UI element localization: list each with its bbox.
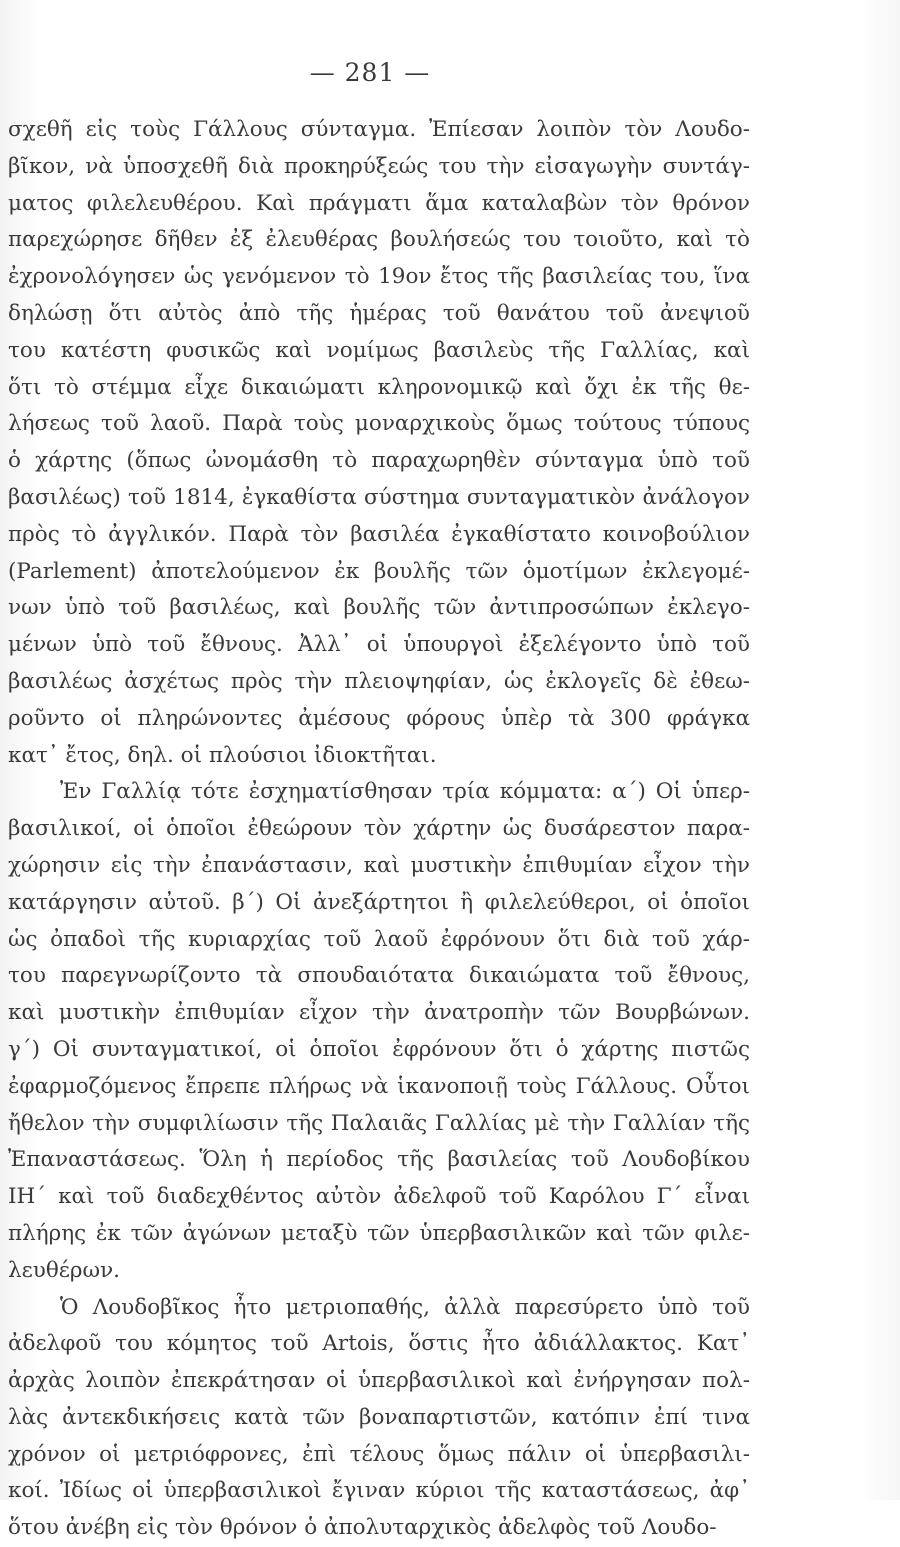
text-line: ΙΗ΄ καὶ τοῦ διαδεχθέντος αὐτὸν ἀδελφοῦ τοῦ Καρόλου Γ΄ εἶναι [8, 1179, 750, 1216]
text-line: παρεχώρησε δῆθεν ἐξ ἐλευθέρας βουλήσεώς του τοιοῦτο, καὶ τὸ [8, 222, 750, 259]
text-line: ματος φιλελευθέρου. Καὶ πράγματι ἅμα καταλαβὼν τὸν θρόνον [8, 186, 750, 223]
text-line: πλήρης ἐκ τῶν ἀγώνων μεταξὺ τῶν ὑπερβασιλικῶν καὶ τῶν φιλε- [8, 1216, 750, 1253]
text-line: ὅτι τὸ στέμμα εἶχε δικαιώματι κληρονομικῷ καὶ ὄχι ἐκ τῆς θε- [8, 370, 750, 407]
text-line: ἤθελον τὴν συμφιλίωσιν τῆς Παλαιᾶς Γαλλίας μὲ τὴν Γαλλίαν τῆς [8, 1106, 750, 1143]
text-line: ἀρχὰς λοιπὸν ἐπεκράτησαν οἱ ὑπερβασιλικοὶ καὶ ἐνήργησαν πολ- [8, 1363, 750, 1400]
text-line: βῖκον, νὰ ὑποσχεθῆ διὰ προκηρύξεώς του τὴν εἰσαγωγὴν συντάγ- [8, 149, 750, 186]
body-text [8, 112, 750, 1547]
text-line: (Parlement) ἀποτελούμενον ἐκ βουλῆς τῶν ὁμοτίμων ἐκλεγομέ- [8, 554, 750, 591]
text-line: βασιλέως ἀσχέτως πρὸς τὴν πλειοψηφίαν, ὡς ἐκλογεῖς δὲ ἐθεω- [8, 664, 750, 701]
text-line: σχεθῆ εἰς τοὺς Γάλλους σύνταγμα. Ἐπίεσαν λοιπὸν τὸν Λουδο- [8, 112, 750, 149]
paragraph [8, 112, 750, 774]
text-line: χώρησιν εἰς τὴν ἐπανάστασιν, καὶ μυστικὴν ἐπιθυμίαν εἶχον τὴν [8, 848, 750, 885]
text-line: πρὸς τὸ ἀγγλικόν. Παρὰ τὸν βασιλέα ἐγκαθίστατο κοινοβούλιον [8, 517, 750, 554]
text-line: ὁ χάρτης (ὅπως ὠνομάσθη τὸ παραχωρηθὲν σύνταγμα ὑπὸ τοῦ [8, 443, 750, 480]
text-line: Ὁ Λουδοβῖκος ἦτο μετριοπαθής, ἀλλὰ παρεσύρετο ὑπὸ τοῦ [8, 1290, 750, 1327]
paragraph [8, 774, 750, 1289]
text-line: ἀδελφοῦ του κόμητος τοῦ Artois, ὅστις ἦτο ἀδιάλλακτος. Κατ᾽ [8, 1326, 750, 1363]
text-line: βασιλέως) τοῦ 1814, ἐγκαθίστα σύστημα συνταγματικὸν ἀνάλογον [8, 480, 750, 517]
text-line: του παρεγνωρίζοντο τὰ σπουδαιότατα δικαιώματα τοῦ ἔθνους, [8, 958, 750, 995]
text-line: λευθέρων. [8, 1253, 750, 1290]
page-number: — 281 — [0, 58, 740, 87]
text-line: λήσεως τοῦ λαοῦ. Παρὰ τοὺς μοναρχικοὺς ὅμως τούτους τύπους [8, 406, 750, 443]
text-line: μένων ὑπὸ τοῦ ἔθνους. Ἀλλ᾽ οἱ ὑπουργοὶ ἐξελέγοντο ὑπὸ τοῦ [8, 627, 750, 664]
text-line: λὰς ἀντεκδικήσεις κατὰ τῶν βοναπαρτιστῶν, κατόπιν ἐπί τινα [8, 1400, 750, 1437]
text-line: Ἐν Γαλλίᾳ τότε ἐσχηματίσθησαν τρία κόμματα: α΄) Οἱ ὑπερ- [8, 774, 750, 811]
text-line: κατάργησιν αὐτοῦ. β΄) Οἱ ἀνεξάρτητοι ἢ φιλελεύθεροι, οἱ ὁποῖοι [8, 885, 750, 922]
text-line: κατ᾽ ἔτος, δηλ. οἱ πλούσιοι ἰδιοκτῆται. [8, 738, 750, 775]
text-line: κοί. Ἰδίως οἱ ὑπερβασιλικοὶ ἔγιναν κύριοι τῆς καταστάσεως, ἀφ᾽ [8, 1473, 750, 1510]
text-line: ὅτου ἀνέβη εἰς τὸν θρόνον ὁ ἀπολυταρχικὸς ἀδελφὸς τοῦ Λουδο- [8, 1510, 750, 1547]
text-line: Ἐπαναστάσεως. Ὅλη ἡ περίοδος τῆς βασιλείας τοῦ Λουδοβίκου [8, 1142, 750, 1179]
text-line: ἐφαρμοζόμενος ἔπρεπε πλήρως νὰ ἱκανοποιῇ τοὺς Γάλλους. Οὗτοι [8, 1069, 750, 1106]
text-line: γ΄) Οἱ συνταγματικοί, οἱ ὁποῖοι ἐφρόνουν ὅτι ὁ χάρτης πιστῶς [8, 1032, 750, 1069]
text-line: βασιλικοί, οἱ ὁποῖοι ἐθεώρουν τὸν χάρτην ὡς δυσάρεστον παρα- [8, 811, 750, 848]
text-line: δηλώσῃ ὅτι αὐτὸς ἀπὸ τῆς ἡμέρας τοῦ θανάτου τοῦ ἀνεψιοῦ [8, 296, 750, 333]
text-line: ἐχρονολόγησεν ὡς γενόμενον τὸ 19ον ἔτος τῆς βασιλείας του, ἵνα [8, 259, 750, 296]
text-line: καὶ μυστικὴν ἐπιθυμίαν εἶχον τὴν ἀνατροπὴν τῶν Βουρβώνων. [8, 995, 750, 1032]
text-line: ὡς ὀπαδοὶ τῆς κυριαρχίας τοῦ λαοῦ ἐφρόνουν ὅτι διὰ τοῦ χάρ- [8, 922, 750, 959]
text-line: νων ὑπὸ τοῦ βασιλέως, καὶ βουλῆς τῶν ἀντιπροσώπων ἐκλεγο- [8, 590, 750, 627]
paragraph [8, 1290, 750, 1547]
text-line: του κατέστη φυσικῶς καὶ νομίμως βασιλεὺς τῆς Γαλλίας, καὶ [8, 333, 750, 370]
text-line: χρόνον οἱ μετριόφρονες, ἐπὶ τέλους ὅμως πάλιν οἱ ὑπερβασιλι- [8, 1437, 750, 1474]
text-line: ροῦντο οἱ πληρώνοντες ἀμέσους φόρους ὑπὲρ τὰ 300 φράγκα [8, 701, 750, 738]
